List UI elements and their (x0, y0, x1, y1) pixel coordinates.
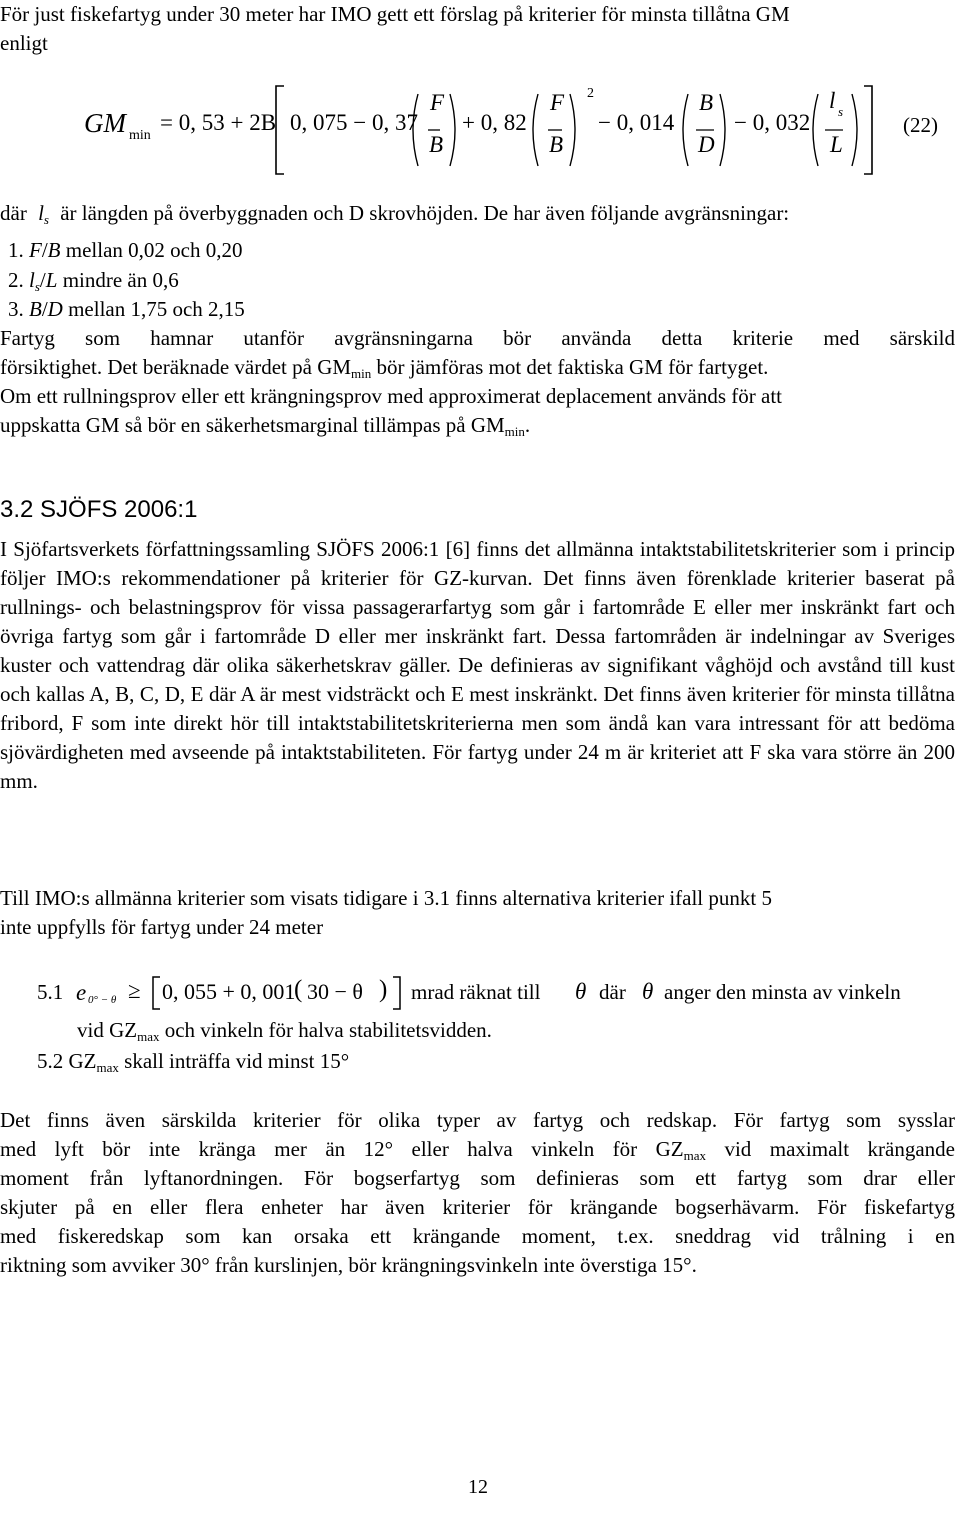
criterion-5-1 (0, 972, 960, 1042)
limit-item-2 (8, 266, 179, 295)
formula-f4-num-sub: s (838, 104, 844, 119)
formula-number: (22) (903, 113, 938, 137)
gm-min-sub: min (351, 366, 372, 381)
outside-line-2-b: bör jämföras mot det faktiska GM för fartyget. (371, 355, 769, 379)
crit-5-1-expr-2: 30 − θ (307, 979, 363, 1004)
ls-def-pre: där (0, 201, 27, 225)
alt-intro-line-1: Till IMO:s allmänna kriterier som visats tidigare i 3.1 finns alternativa kriterier ifall punkt 5 (0, 886, 772, 910)
limit-var-b: L (45, 268, 58, 292)
crit-5-1-theta-2: θ (642, 979, 654, 1004)
list-num: 3. (8, 297, 24, 321)
section-heading: 3.2 SJÖFS 2006:1 (0, 496, 198, 523)
outside-line-4-a: uppskatta GM så bör en säkerhetsmarginal tillämpas på GM (0, 413, 505, 437)
formula-22 (0, 80, 960, 180)
special-line-5: med fiskeredskap som kan orsaka ett krängande moment, t.ex. sneddrag vid trålning i en (0, 1224, 955, 1248)
special-line-2-a: med lyft bör inte kränga mer än 12° eller halva vinkeln för GZ (0, 1137, 684, 1161)
alt-intro (0, 884, 955, 942)
outside-line-2 (0, 353, 955, 382)
outside-line-1: Fartyg som hamnar utanför avgränsningarna bör använda detta kriterie med särskild (0, 326, 955, 350)
limit-sep: / (39, 268, 46, 292)
crit-5-1-paren-close: ) (379, 976, 388, 1003)
ls-var-sub: s (43, 212, 49, 227)
gz-max-sub: max (96, 1060, 119, 1075)
formula-f1-num: F (430, 90, 445, 115)
intro-line-1: För just fiskefartyg under 30 meter har IMO gett ett förslag på kriterier för minsta tillåtna GM (0, 2, 790, 26)
crit-5-1-ge: ≥ (128, 978, 141, 1003)
outside-line-4 (0, 411, 955, 440)
formula-gm: GM (84, 108, 126, 138)
special-line-3: moment från lyftanordningen. För bogserfartyg som definieras som ett fartyg som drar eller (0, 1166, 955, 1190)
crit-5-1-text-c: anger den minsta av vinkeln (664, 980, 901, 1004)
crit-5-1-line-2 (77, 1018, 492, 1043)
outside-line-3: Om ett rullningsprov eller ett krängningsprov med approximerat deplacement används för att (0, 384, 783, 408)
formula-const-3: + 0, 82 (462, 110, 527, 135)
crit-5-1-paren-open: ( (294, 976, 303, 1003)
list-num: 2. (8, 268, 24, 292)
limit-var-a: F (29, 238, 42, 262)
ls-var: l (38, 201, 44, 225)
crit-5-1-e-sub: 0° − θ (88, 994, 117, 1006)
special-line-6: riktning som avviker 30° från kurslinjen, bör krängningsvinkeln inte överstiga 15°. (0, 1253, 697, 1277)
crit-5-1-line-2-a: vid GZ (77, 1018, 138, 1042)
crit-5-1-line-2-b: och vinkeln för halva stabilitetsvidden. (159, 1018, 492, 1042)
gz-max-sub: max (683, 1148, 706, 1163)
limit-text: mindre än 0,6 (57, 268, 179, 292)
alt-intro-line-2: inte uppfylls för fartyg under 24 meter (0, 915, 324, 939)
formula-f2-den: B (549, 132, 564, 157)
list-num: 1. (8, 238, 24, 262)
limit-var-a-sub: s (34, 279, 40, 294)
special-line-2-b: vid maximalt krängande (706, 1137, 955, 1161)
ls-def-text: är längden på överbyggnaden och D skrovhöjden. De har även följande avgränsningar: (60, 201, 790, 225)
formula-f4-den: L (830, 132, 843, 157)
formula-const-1: = 0, 53 + 2B (160, 110, 277, 135)
outside-line-2-a: försiktighet. Det beräknade värdet på GM (0, 355, 352, 379)
limit-var-b: D (47, 297, 63, 321)
limit-sep: / (41, 297, 48, 321)
formula-const-2: 0, 075 − 0, 37 (290, 110, 418, 135)
intro-line-2: enligt (0, 31, 48, 55)
ls-definition (0, 199, 789, 228)
special-line-4: skjuter på en eller flera enheter har även kriterier för krängande bogserhävarm. För fiskefartyg (0, 1195, 955, 1219)
criterion-5-2 (37, 1049, 349, 1074)
paragraph-special-criteria (0, 1106, 955, 1280)
limit-text: mellan 1,75 och 2,15 (62, 297, 245, 321)
formula-f3-den: D (698, 132, 715, 157)
limit-text: mellan 0,02 och 0,20 (60, 238, 243, 262)
special-line-1: Det finns även särskilda kriterier för olika typer av fartyg och redskap. För fartyg som sysslar (0, 1108, 955, 1132)
limit-var-a: l (29, 268, 35, 292)
crit-5-2-a: 5.2 GZ (37, 1049, 97, 1073)
gm-min-sub: min (504, 424, 525, 439)
formula-f4-num: l (829, 88, 836, 113)
formula-exponent: 2 (587, 86, 594, 101)
intro-paragraph (0, 0, 955, 58)
crit-5-1-e: e (76, 980, 87, 1005)
formula-f1-den: B (429, 132, 444, 157)
section-body: I Sjöfartsverkets författningssamling SJÖFS 2006:1 [6] finns det allmänna intaktstabilitetskriterier som i princip följer IMO:s rekommendationer på kriterier för GZ-kurvan. Det finns även förenklade kriterier baserat på rullnings- och belastningsprov för vissa passagerarfartyg som går i fartområde E eller mer inskränkt fart och övriga fartyg som går i fartområde D eller mer inskränkt fart. Dessa fartområden är indelningar av Sveriges kuster och vattendrag där olika säkerhetskrav gäller. De definieras av signifikant våghöjd och avstånd till kust och kallas A, B, C, D, E där A är mest vidsträckt och E mest inskränkt. Det finns även kriterier för minsta tillåtna fribord, F som inte direkt hör till intaktstabilitetskriterierna men som ändå kan vara intressant för att bedöma sjövärdigheten med avseende på intaktstabiliteten. För fartyg under 24 m är kriteriet att F ska vara större än 200 mm. (0, 537, 955, 793)
limit-var-b: B (47, 238, 61, 262)
formula-f3-num: B (699, 90, 714, 115)
gz-max-sub: max (137, 1029, 160, 1044)
crit-5-1-theta-1: θ (575, 979, 587, 1004)
crit-5-1-text-a: mrad räknat till (411, 980, 541, 1004)
formula-gm-sub: min (129, 128, 151, 143)
crit-5-2-b: skall inträffa vid minst 15° (118, 1049, 350, 1073)
limit-var-a: B (29, 297, 42, 321)
limit-sep: / (41, 238, 48, 262)
crit-5-1-expr-1: 0, 055 + 0, 001 (162, 979, 296, 1004)
page-number: 12 (468, 1476, 488, 1498)
limit-item-3 (8, 295, 245, 324)
outside-line-4-b: . (524, 413, 531, 437)
crit-5-1-text-b: där (599, 980, 626, 1004)
formula-const-5: − 0, 032 (734, 110, 811, 135)
special-line-2 (0, 1135, 955, 1164)
formula-const-4: − 0, 014 (598, 110, 675, 135)
formula-f2-num: F (550, 90, 565, 115)
paragraph-outside-limits (0, 324, 955, 440)
limit-item-1 (8, 236, 242, 265)
crit-5-1-num: 5.1 (37, 980, 64, 1004)
